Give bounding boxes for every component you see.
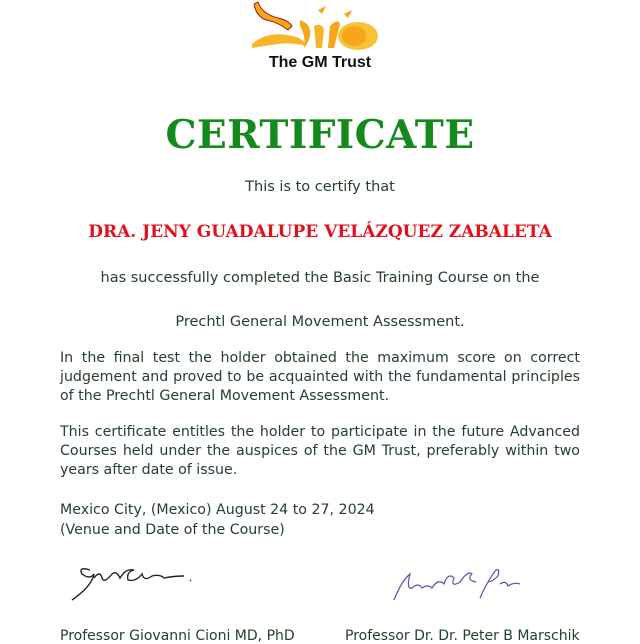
certificate-title: CERTIFICATE: [165, 112, 475, 158]
recipient-name: DRA. JENY GUADALUPE VELÁZQUEZ ZABALETA: [88, 222, 552, 242]
intro-text: This is to certify that: [245, 179, 395, 195]
signer-name-2: Professor Dr. Dr. Peter B Marschik: [345, 628, 580, 644]
completion-line-2: Prechtl General Movement Assessment.: [175, 314, 465, 330]
entitlement-paragraph: This certificate entitles the holder to participate in the future Advanced Courses held under the auspices of the GM Trust, preferably within two years after date of issue.: [60, 424, 580, 478]
signature-marschik: [388, 560, 528, 606]
signer-name-1: Professor Giovanni Cioni MD, PhD: [60, 628, 295, 644]
signature-cioni: [64, 560, 194, 606]
gm-trust-logo-icon: [248, 0, 384, 52]
organization-name: The GM Trust: [268, 54, 372, 71]
venue-date: Mexico City, (Mexico) August 24 to 27, 2024: [60, 502, 375, 518]
venue-caption: (Venue and Date of the Course): [60, 522, 285, 538]
assessment-paragraph: In the final test the holder obtained the maximum score on correct judgement and proved to be acquainted with the fundamental principles of the Prechtl General Movement Assessment.: [60, 350, 580, 404]
completion-line-1: has successfully completed the Basic Training Course on the: [100, 270, 540, 286]
